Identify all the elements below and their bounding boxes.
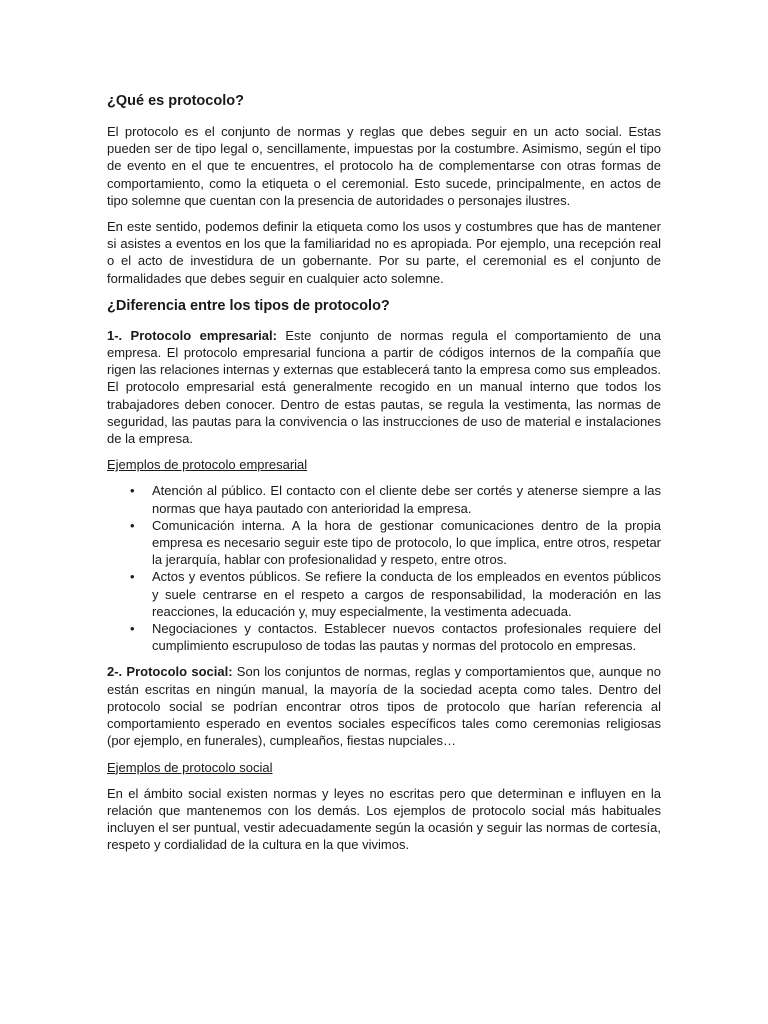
heading-ejemplos-empresarial: Ejemplos de protocolo empresarial bbox=[107, 457, 308, 473]
bullet-icon: • bbox=[130, 569, 135, 585]
list-item bbox=[130, 620, 661, 654]
heading-diferencia-tipos: ¿Diferencia entre los tipos de protocolo? bbox=[107, 297, 390, 314]
paragraph-protocolo-empresarial bbox=[107, 327, 661, 447]
paragraph-etiqueta-ceremonial: En este sentido, podemos definir la etiqueta como los usos y costumbres que has de mantener si asistes a eventos en los que la familiaridad no es apropiada. Por ejemplo, una recepción real o el acto de investidura de un gobernante. Por su parte, el ceremonial es el conjunto de formalidades que debes seguir en cualquier acto solemne. bbox=[107, 219, 661, 286]
list-ejemplos-empresarial bbox=[107, 482, 661, 654]
bullet-icon: • bbox=[130, 621, 135, 637]
lead-protocolo-social: 2-. Protocolo social: bbox=[107, 664, 233, 680]
bullet-icon: • bbox=[130, 517, 135, 533]
list-item-text: Atención al público. El contacto con el cliente debe ser cortés y atenerse siempre a las normas que haya pautado con anterioridad la empresa. bbox=[152, 483, 661, 516]
list-item-text: Negociaciones y contactos. Establecer nuevos contactos profesionales requiere del cumplimiento escrupuloso de todas las pautas y normas del protocolo en empresas. bbox=[152, 621, 661, 654]
bullet-icon: • bbox=[130, 483, 135, 499]
text-protocolo-empresarial: Este conjunto de normas regula el comportamiento de una empresa. El protocolo empresarial funciona a partir de códigos internos de la compañía que rigen las relaciones internas y externas que establecerá tanto la empresa como sus empleados. El protocolo empresarial está generalmente recogido en un manual interno que todos los trabajadores deben conocer. Dentro de estas pautas, se regula la vestimenta, las normas de seguridad, las pautas para la convivencia o las instrucciones de uso de material e instalaciones de la empresa. bbox=[107, 327, 661, 447]
list-item bbox=[130, 517, 661, 569]
list-item-text: Comunicación interna. A la hora de gestionar comunicaciones dentro de la propia empresa es necesario seguir este tipo de protocolo, lo que implica, entre otros, respetar la jerarquía, hablar con profesionalidad y respeto, entre otros. bbox=[152, 517, 661, 568]
heading-ejemplos-social: Ejemplos de protocolo social bbox=[107, 759, 273, 775]
text-protocolo-social: Son los conjuntos de normas, reglas y comportamientos que, aunque no están escritas en ningún manual, la mayoría de la sociedad acepta como tales. Dentro del protocolo social se podrían encontrar otros tipos de protocolo que harían referencia al comportamiento esperado en eventos sociales específicos tales como ceremonias religiosas (por ejemplo, en funerales), cumpleaños, fiestas nupciales… bbox=[107, 664, 661, 749]
heading-que-es-protocolo: ¿Qué es protocolo? bbox=[107, 93, 244, 109]
paragraph-protocolo-social bbox=[107, 663, 661, 749]
list-item bbox=[130, 482, 661, 516]
list-item-text: Actos y eventos públicos. Se refiere la conducta de los empleados en eventos públicos y suele centrarse en el respeto a cargos de responsabilidad, la moderación en las reacciones, la educación y, muy especialmente, la vestimenta adecuada. bbox=[152, 569, 661, 619]
paragraph-definicion-protocolo: El protocolo es el conjunto de normas y reglas que debes seguir en un acto social. Estas pueden ser de tipo legal o, sencillamente, impuestas por la costumbre. Asimismo, según el tipo de evento en el que te encuentres, el protocolo ha de complementarse con otras formas de comportamiento, como la etiqueta o el ceremonial. Esto sucede, principalmente, en actos de tipo solemne que cuentan con la presencia de autoridades o personajes ilustres. bbox=[107, 124, 661, 208]
list-item bbox=[130, 568, 661, 620]
lead-protocolo-empresarial: 1-. Protocolo empresarial: bbox=[107, 327, 277, 343]
paragraph-ejemplos-social: En el ámbito social existen normas y leyes no escritas pero que determinan e influyen en la relación que mantenemos con los demás. Los ejemplos de protocolo social más habituales incluyen el ser puntual, vestir adecuadamente según la ocasión y seguir las normas de cortesía, respeto y cordialidad de la cultura en la que vivimos. bbox=[107, 785, 661, 853]
